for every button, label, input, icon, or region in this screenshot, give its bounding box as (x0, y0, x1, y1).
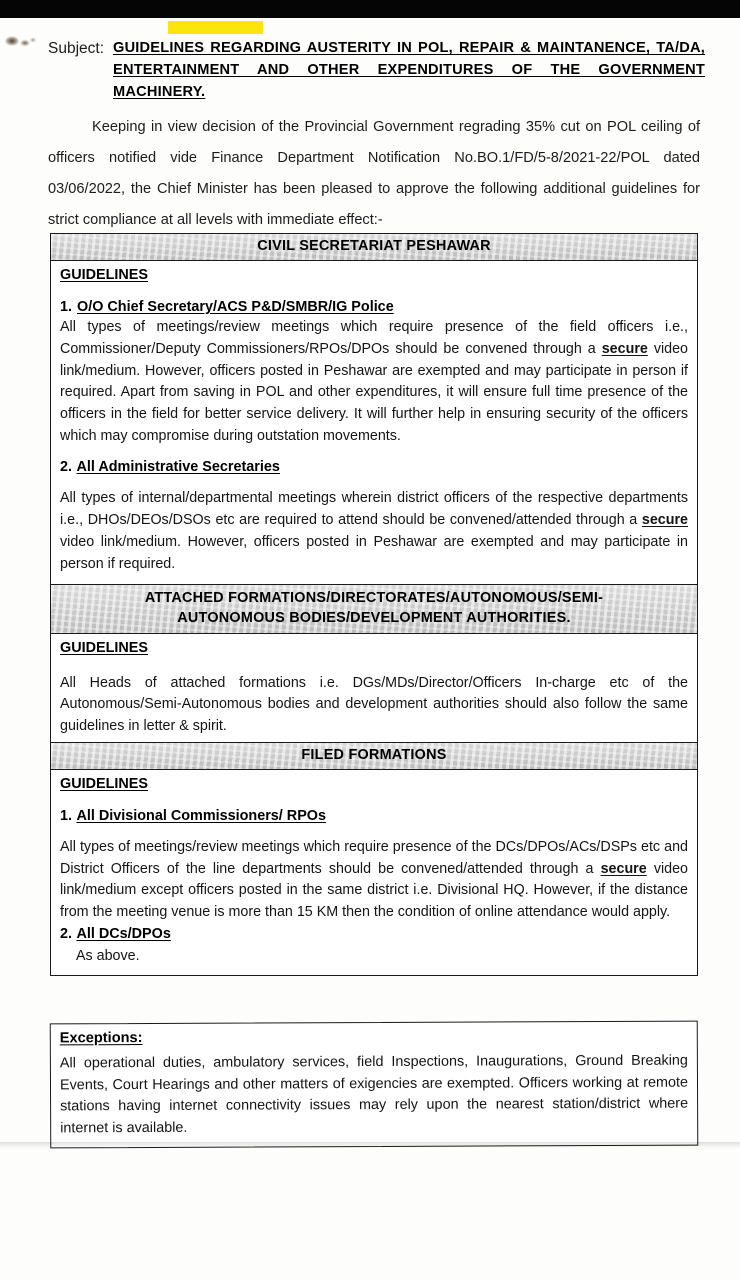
item-body-admin-secretaries (60, 488, 688, 575)
section-cell-filed-formations (51, 770, 697, 975)
subject-title: GUIDELINES REGARDING AUSTERITY IN POL, REPAIR & MAINTANENCE, TA/DA, ENTERTAINMENT AND OTHER EXPENDITURES OF THE GOVERNMENT MACHINERY. (113, 40, 706, 100)
section-band-filed-formations: FILED FORMATIONS (51, 743, 697, 770)
scan-edge-black-band (0, 0, 740, 18)
body-segment-2: video link/medium. However, officers posted in Peshawar are exempted and may participate in person if required. (60, 533, 688, 572)
exceptions-box (50, 1021, 699, 1149)
guidelines-heading: GUIDELINES (60, 267, 148, 284)
page-bottom-shadow (0, 1142, 740, 1148)
item-heading-dcs-dpos (60, 926, 688, 942)
body-segment-1: All types of internal/departmental meetings wherein district officers of the respective departments i.e., DHOs/DEOs/DSOs etc are required to attend should be convened/attended through a (60, 490, 688, 529)
item-number: 2. (60, 459, 73, 476)
section-band-civil-secretariat: CIVIL SECRETARIAT PESHAWAR (51, 234, 697, 261)
item-heading-divisional-commissioners (60, 808, 688, 824)
margin-smudge-mark (4, 33, 38, 50)
item-number: 2. (60, 925, 73, 942)
item-heading-chief-secretary (60, 299, 688, 315)
subject-label: Subject: (48, 40, 105, 57)
band-line-2: AUTONOMOUS BODIES/DEVELOPMENT AUTHORITIES. (177, 609, 571, 626)
band-line-1: ATTACHED FORMATIONS/DIRECTORATES/AUTONOMOUS/SEMI- (144, 590, 604, 607)
item-title: All Administrative Secretaries (76, 459, 280, 476)
body-segment-2: video link/medium. However, officers posted in Peshawar are exempted and may participate in person if required. Apart from saving in POL and other expenditures, it will ensure full time presence of the officers in the field for better service delivery. It will further help in ensuring security of the officers which may compromise during outstation movements. (60, 340, 689, 444)
item-number: 1. (60, 807, 73, 824)
body-segment-1: All types of meetings/review meetings which require presence of the field officers i.e., Commissioner/Deputy Commissioners/RPOs/DPOs should be convened through a (60, 319, 688, 357)
exceptions-heading: Exceptions: (59, 1030, 143, 1047)
item-body-chief-secretary (60, 317, 688, 447)
body-emphasis-secure: secure (600, 860, 647, 877)
yellow-highlighter-mark (168, 21, 263, 34)
item-title: O/O Chief Secretary/ACS P&D/SMBR/IG Police (77, 299, 394, 316)
body-emphasis-secure: secure (641, 512, 688, 529)
exceptions-body: All operational duties, ambulatory services, field Inspections, Inaugurations, Ground Breaking Events, Court Hearings and other matters of exigencies are exempted. Officers working at remote stations having internet connectivity issues may rely upon the nearest station/district where internet is available. (59, 1052, 689, 1137)
section-body-attached-formations: All Heads of attached formations i.e. DGs/MDs/Director/Officers In-charge etc of the Autonomous/Semi-Autonomous bodies and development authorities should also follow the same guidelines in letter & spirit. (60, 674, 688, 735)
section-cell-civil-secretariat (51, 261, 697, 585)
guidelines-heading: GUIDELINES (60, 639, 148, 656)
item-number: 1. (60, 299, 73, 316)
guidelines-heading: GUIDELINES (60, 775, 148, 792)
intro-paragraph: Keeping in view decision of the Provincial Government regrading 35% cut on POL ceiling of officers notified vide Finance Department Notification No.BO.1/FD/5-8/2021-22/POL dated 03/06/2022, the Chief Minister has been pleased to approve the following additional guidelines for strict compliance at all levels with immediate effect:- (48, 119, 700, 228)
guidelines-table (50, 233, 698, 976)
subject-block (48, 38, 708, 104)
section-band-attached-formations (51, 585, 697, 633)
body-segment-2: video link/medium except officers posted in the same district i.e. Divisional HQ. However, if the distance from the meeting venue is more than 15 KM then the condition of online attendance would apply. (60, 860, 688, 921)
item-heading-admin-secretaries (60, 459, 688, 475)
body-segment-1: All types of meetings/review meetings which require presence of the DCs/DPOs/ACs/DSPs etc and District Officers of the line departments should be convened/attended through a (60, 838, 688, 877)
item-body-divisional-commissioners (60, 837, 688, 924)
item-title: All Divisional Commissioners/ RPOs (76, 807, 326, 824)
item-body-dcs-dpos: As above. (76, 947, 140, 964)
item-title: All DCs/DPOs (76, 925, 171, 942)
section-cell-attached-formations (51, 634, 697, 743)
body-emphasis-secure: secure (601, 340, 648, 357)
